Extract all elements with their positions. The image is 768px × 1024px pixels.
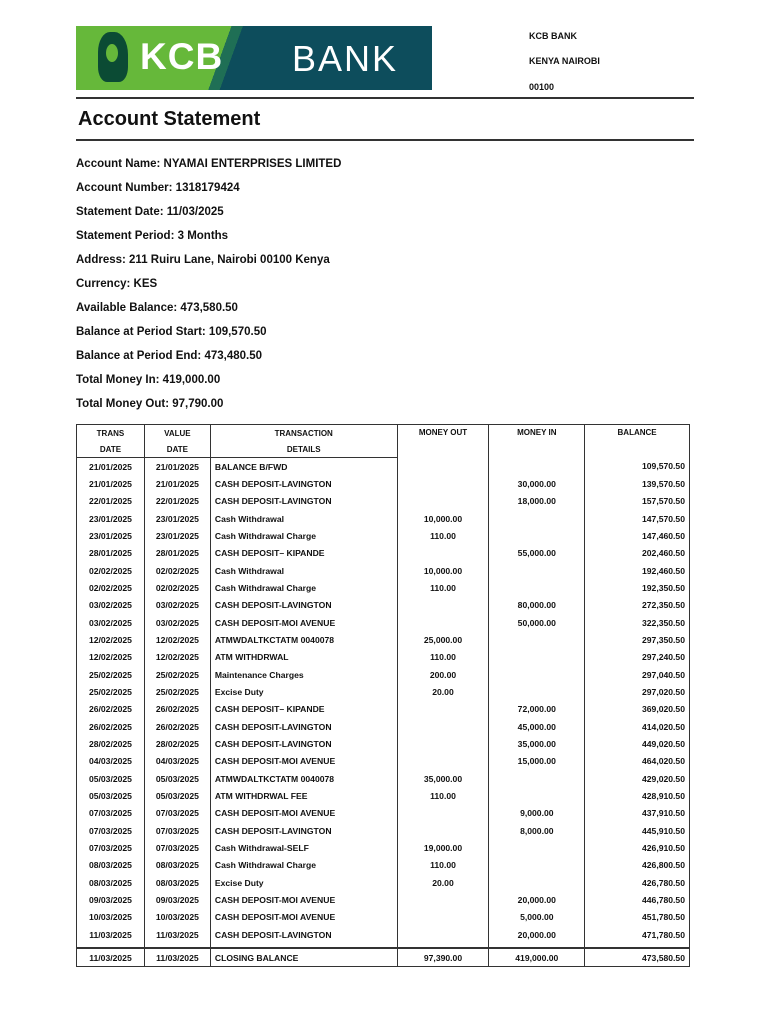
cell-money-in <box>489 458 585 476</box>
cell-details: CASH DEPOSIT-LAVINGTON <box>210 597 397 614</box>
cell-money-out: 20.00 <box>397 683 489 700</box>
cell-value-date: 02/02/2025 <box>144 562 210 579</box>
table-row <box>77 475 690 492</box>
cell-money-in: 20,000.00 <box>489 926 585 948</box>
cell-details: CASH DEPOSIT-LAVINGTON <box>210 718 397 735</box>
cell-details: CASH DEPOSIT– KIPANDE <box>210 545 397 562</box>
table-row <box>77 787 690 804</box>
table-row <box>77 545 690 562</box>
cell-value-date: 07/03/2025 <box>144 805 210 822</box>
cell-trans-date: 28/01/2025 <box>77 545 145 562</box>
cell-value-date: 28/02/2025 <box>144 735 210 752</box>
available-balance: Available Balance: 473,580.50 <box>76 302 238 314</box>
cell-money-in: 18,000.00 <box>489 493 585 510</box>
header-divider-top <box>76 97 694 99</box>
header-trans-date-sub: DATE <box>77 441 145 458</box>
cell-balance: 147,570.50 <box>585 510 690 527</box>
closing-value-date: 11/03/2025 <box>144 948 210 967</box>
cell-money-out <box>397 926 489 948</box>
cell-money-in: 30,000.00 <box>489 475 585 492</box>
table-row <box>77 683 690 700</box>
cell-trans-date: 26/02/2025 <box>77 701 145 718</box>
cell-trans-date: 03/02/2025 <box>77 597 145 614</box>
cell-trans-date: 12/02/2025 <box>77 631 145 648</box>
cell-value-date: 12/02/2025 <box>144 631 210 648</box>
cell-value-date: 25/02/2025 <box>144 666 210 683</box>
logo-bank-text: BANK <box>292 38 399 79</box>
cell-money-in: 55,000.00 <box>489 545 585 562</box>
closing-balance: 473,580.50 <box>585 948 690 967</box>
cell-money-in: 9,000.00 <box>489 805 585 822</box>
cell-money-out <box>397 475 489 492</box>
cell-details: Cash Withdrawal Charge <box>210 857 397 874</box>
cell-value-date: 28/01/2025 <box>144 545 210 562</box>
lion-icon <box>98 32 128 82</box>
cell-trans-date: 03/02/2025 <box>77 614 145 631</box>
cell-money-in: 50,000.00 <box>489 614 585 631</box>
cell-money-in <box>489 666 585 683</box>
cell-balance: 445,910.50 <box>585 822 690 839</box>
cell-details: CASH DEPOSIT-LAVINGTON <box>210 822 397 839</box>
cell-value-date: 04/03/2025 <box>144 753 210 770</box>
cell-balance: 139,570.50 <box>585 475 690 492</box>
cell-balance: 437,910.50 <box>585 805 690 822</box>
cell-balance: 449,020.50 <box>585 735 690 752</box>
table-row <box>77 874 690 891</box>
header-balance: BALANCE <box>585 425 690 458</box>
cell-trans-date: 07/03/2025 <box>77 822 145 839</box>
cell-trans-date: 25/02/2025 <box>77 666 145 683</box>
cell-money-out <box>397 891 489 908</box>
cell-details: ATMWDALTKCTATM 0040078 <box>210 631 397 648</box>
cell-money-out <box>397 458 489 476</box>
cell-balance: 297,240.50 <box>585 649 690 666</box>
cell-value-date: 09/03/2025 <box>144 891 210 908</box>
cell-balance: 426,780.50 <box>585 874 690 891</box>
cell-money-in <box>489 649 585 666</box>
balance-period-end: Balance at Period End: 473,480.50 <box>76 350 263 362</box>
table-row <box>77 527 690 544</box>
cell-money-out <box>397 753 489 770</box>
cell-balance: 446,780.50 <box>585 891 690 908</box>
cell-value-date: 07/03/2025 <box>144 822 210 839</box>
cell-balance: 322,350.50 <box>585 614 690 631</box>
cell-balance: 414,020.50 <box>585 718 690 735</box>
cell-trans-date: 02/02/2025 <box>77 562 145 579</box>
cell-details: Maintenance Charges <box>210 666 397 683</box>
cell-details: CASH DEPOSIT-MOI AVENUE <box>210 753 397 770</box>
cell-value-date: 03/02/2025 <box>144 597 210 614</box>
cell-money-out: 110.00 <box>397 527 489 544</box>
cell-balance: 426,910.50 <box>585 839 690 856</box>
cell-trans-date: 09/03/2025 <box>77 891 145 908</box>
bank-name: KCB BANK <box>529 31 577 41</box>
cell-money-out <box>397 614 489 631</box>
cell-value-date: 05/03/2025 <box>144 770 210 787</box>
cell-value-date: 11/03/2025 <box>144 926 210 948</box>
header-trans-date: TRANS <box>77 425 145 442</box>
cell-value-date: 23/01/2025 <box>144 527 210 544</box>
cell-details: BALANCE B/FWD <box>210 458 397 476</box>
cell-money-out: 19,000.00 <box>397 839 489 856</box>
table-body <box>77 458 690 949</box>
cell-money-out: 35,000.00 <box>397 770 489 787</box>
cell-details: Excise Duty <box>210 874 397 891</box>
header-money-out: MONEY OUT <box>397 425 489 458</box>
table-row <box>77 493 690 510</box>
table-row <box>77 735 690 752</box>
table-row <box>77 701 690 718</box>
cell-money-out <box>397 597 489 614</box>
cell-money-out <box>397 805 489 822</box>
cell-value-date: 10/03/2025 <box>144 909 210 926</box>
table-row <box>77 579 690 596</box>
cell-trans-date: 26/02/2025 <box>77 718 145 735</box>
table-row <box>77 770 690 787</box>
header-divider-bottom <box>76 139 694 141</box>
cell-value-date: 12/02/2025 <box>144 649 210 666</box>
cell-value-date: 26/02/2025 <box>144 701 210 718</box>
cell-trans-date: 21/01/2025 <box>77 475 145 492</box>
header-money-in: MONEY IN <box>489 425 585 458</box>
cell-trans-date: 05/03/2025 <box>77 770 145 787</box>
table-row <box>77 666 690 683</box>
account-number: Account Number: 1318179424 <box>76 182 240 194</box>
header-transaction-details: TRANSACTION <box>210 425 397 442</box>
cell-value-date: 07/03/2025 <box>144 839 210 856</box>
cell-trans-date: 22/01/2025 <box>77 493 145 510</box>
cell-details: CASH DEPOSIT-MOI AVENUE <box>210 909 397 926</box>
cell-details: CASH DEPOSIT-MOI AVENUE <box>210 614 397 631</box>
cell-balance: 429,020.50 <box>585 770 690 787</box>
cell-trans-date: 07/03/2025 <box>77 839 145 856</box>
closing-money-in: 419,000.00 <box>489 948 585 967</box>
cell-value-date: 05/03/2025 <box>144 787 210 804</box>
cell-details: Cash Withdrawal <box>210 562 397 579</box>
cell-details: CASH DEPOSIT– KIPANDE <box>210 701 397 718</box>
cell-trans-date: 12/02/2025 <box>77 649 145 666</box>
cell-money-out: 110.00 <box>397 787 489 804</box>
cell-money-out: 110.00 <box>397 857 489 874</box>
cell-details: Cash Withdrawal Charge <box>210 527 397 544</box>
cell-money-in: 80,000.00 <box>489 597 585 614</box>
cell-value-date: 08/03/2025 <box>144 874 210 891</box>
cell-balance: 157,570.50 <box>585 493 690 510</box>
cell-balance: 202,460.50 <box>585 545 690 562</box>
cell-balance: 192,460.50 <box>585 562 690 579</box>
table-row <box>77 753 690 770</box>
cell-money-out: 110.00 <box>397 649 489 666</box>
cell-money-out <box>397 701 489 718</box>
cell-money-in <box>489 510 585 527</box>
cell-money-in <box>489 857 585 874</box>
cell-balance: 297,350.50 <box>585 631 690 648</box>
table-row <box>77 839 690 856</box>
table-row <box>77 718 690 735</box>
cell-balance: 426,800.50 <box>585 857 690 874</box>
table-row <box>77 822 690 839</box>
cell-balance: 428,910.50 <box>585 787 690 804</box>
cell-details: CASH DEPOSIT-LAVINGTON <box>210 475 397 492</box>
cell-details: Cash Withdrawal Charge <box>210 579 397 596</box>
total-money-out: Total Money Out: 97,790.00 <box>76 398 224 410</box>
cell-money-in <box>489 527 585 544</box>
cell-money-in <box>489 787 585 804</box>
cell-trans-date: 10/03/2025 <box>77 909 145 926</box>
cell-balance: 464,020.50 <box>585 753 690 770</box>
table-row <box>77 614 690 631</box>
cell-money-out <box>397 735 489 752</box>
cell-details: ATMWDALTKCTATM 0040078 <box>210 770 397 787</box>
cell-money-in: 5,000.00 <box>489 909 585 926</box>
cell-money-in: 45,000.00 <box>489 718 585 735</box>
cell-money-in <box>489 683 585 700</box>
table-row <box>77 649 690 666</box>
cell-trans-date: 11/03/2025 <box>77 926 145 948</box>
table-row <box>77 857 690 874</box>
cell-money-out: 10,000.00 <box>397 510 489 527</box>
cell-trans-date: 23/01/2025 <box>77 527 145 544</box>
logo-kcb-text: KCB <box>140 36 224 77</box>
cell-money-in <box>489 839 585 856</box>
kcb-bank-logo <box>76 26 432 90</box>
cell-value-date: 26/02/2025 <box>144 718 210 735</box>
currency: Currency: KES <box>76 278 158 290</box>
cell-money-out <box>397 493 489 510</box>
cell-trans-date: 23/01/2025 <box>77 510 145 527</box>
cell-trans-date: 08/03/2025 <box>77 874 145 891</box>
cell-balance: 109,570.50 <box>585 458 690 476</box>
table-row <box>77 562 690 579</box>
cell-balance: 147,460.50 <box>585 527 690 544</box>
bank-postal-code: 00100 <box>529 82 555 92</box>
cell-value-date: 21/01/2025 <box>144 458 210 476</box>
cell-details: Cash Withdrawal-SELF <box>210 839 397 856</box>
cell-money-out: 10,000.00 <box>397 562 489 579</box>
transactions-table <box>76 424 690 967</box>
cell-money-out: 20.00 <box>397 874 489 891</box>
table-row <box>77 805 690 822</box>
cell-money-out <box>397 822 489 839</box>
header-value-date: VALUE <box>144 425 210 442</box>
cell-details: CASH DEPOSIT-LAVINGTON <box>210 735 397 752</box>
cell-trans-date: 02/02/2025 <box>77 579 145 596</box>
header-value-date-sub: DATE <box>144 441 210 458</box>
closing-money-out: 97,390.00 <box>397 948 489 967</box>
table-header <box>77 425 690 458</box>
statement-period: Statement Period: 3 Months <box>76 230 229 242</box>
bank-location: KENYA NAIROBI <box>529 56 600 66</box>
table-row <box>77 458 690 476</box>
address: Address: 211 Ruiru Lane, Nairobi 00100 Kenya <box>76 254 330 266</box>
cell-trans-date: 25/02/2025 <box>77 683 145 700</box>
table-row <box>77 926 690 948</box>
cell-money-in: 72,000.00 <box>489 701 585 718</box>
account-summary <box>76 156 341 420</box>
table-row <box>77 891 690 908</box>
cell-money-in: 20,000.00 <box>489 891 585 908</box>
total-money-in: Total Money In: 419,000.00 <box>76 374 221 386</box>
cell-balance: 297,020.50 <box>585 683 690 700</box>
cell-value-date: 21/01/2025 <box>144 475 210 492</box>
cell-value-date: 25/02/2025 <box>144 683 210 700</box>
table-row <box>77 597 690 614</box>
cell-balance: 471,780.50 <box>585 926 690 948</box>
cell-money-in <box>489 631 585 648</box>
cell-money-in <box>489 874 585 891</box>
cell-details: CASH DEPOSIT-LAVINGTON <box>210 493 397 510</box>
cell-details: Excise Duty <box>210 683 397 700</box>
balance-period-start: Balance at Period Start: 109,570.50 <box>76 326 267 338</box>
cell-balance: 272,350.50 <box>585 597 690 614</box>
cell-trans-date: 04/03/2025 <box>77 753 145 770</box>
cell-trans-date: 05/03/2025 <box>77 787 145 804</box>
cell-details: ATM WITHDRWAL <box>210 649 397 666</box>
cell-trans-date: 28/02/2025 <box>77 735 145 752</box>
statement-date: Statement Date: 11/03/2025 <box>76 206 224 218</box>
cell-details: CASH DEPOSIT-MOI AVENUE <box>210 891 397 908</box>
table-row <box>77 909 690 926</box>
table-row <box>77 631 690 648</box>
cell-trans-date: 08/03/2025 <box>77 857 145 874</box>
cell-balance: 451,780.50 <box>585 909 690 926</box>
cell-money-in: 8,000.00 <box>489 822 585 839</box>
cell-money-out: 25,000.00 <box>397 631 489 648</box>
cell-details: ATM WITHDRWAL FEE <box>210 787 397 804</box>
closing-details: CLOSING BALANCE <box>210 948 397 967</box>
cell-value-date: 08/03/2025 <box>144 857 210 874</box>
cell-money-out: 110.00 <box>397 579 489 596</box>
cell-money-in: 15,000.00 <box>489 753 585 770</box>
cell-money-in: 35,000.00 <box>489 735 585 752</box>
cell-trans-date: 07/03/2025 <box>77 805 145 822</box>
cell-value-date: 02/02/2025 <box>144 579 210 596</box>
cell-money-out: 200.00 <box>397 666 489 683</box>
cell-money-in <box>489 770 585 787</box>
cell-money-out <box>397 545 489 562</box>
cell-value-date: 22/01/2025 <box>144 493 210 510</box>
cell-details: CASH DEPOSIT-MOI AVENUE <box>210 805 397 822</box>
cell-money-out <box>397 909 489 926</box>
cell-details: Cash Withdrawal <box>210 510 397 527</box>
header-details-sub: DETAILS <box>210 441 397 458</box>
closing-trans-date: 11/03/2025 <box>77 948 145 967</box>
cell-money-in <box>489 562 585 579</box>
cell-value-date: 03/02/2025 <box>144 614 210 631</box>
account-name: Account Name: NYAMAI ENTERPRISES LIMITED <box>76 158 342 170</box>
closing-balance-row <box>77 948 690 967</box>
cell-details: CASH DEPOSIT-LAVINGTON <box>210 926 397 948</box>
cell-value-date: 23/01/2025 <box>144 510 210 527</box>
page-title: Account Statement <box>78 108 261 130</box>
cell-trans-date: 21/01/2025 <box>77 458 145 476</box>
cell-balance: 297,040.50 <box>585 666 690 683</box>
cell-balance: 369,020.50 <box>585 701 690 718</box>
cell-money-out <box>397 718 489 735</box>
cell-money-in <box>489 579 585 596</box>
table-row <box>77 510 690 527</box>
cell-balance: 192,350.50 <box>585 579 690 596</box>
